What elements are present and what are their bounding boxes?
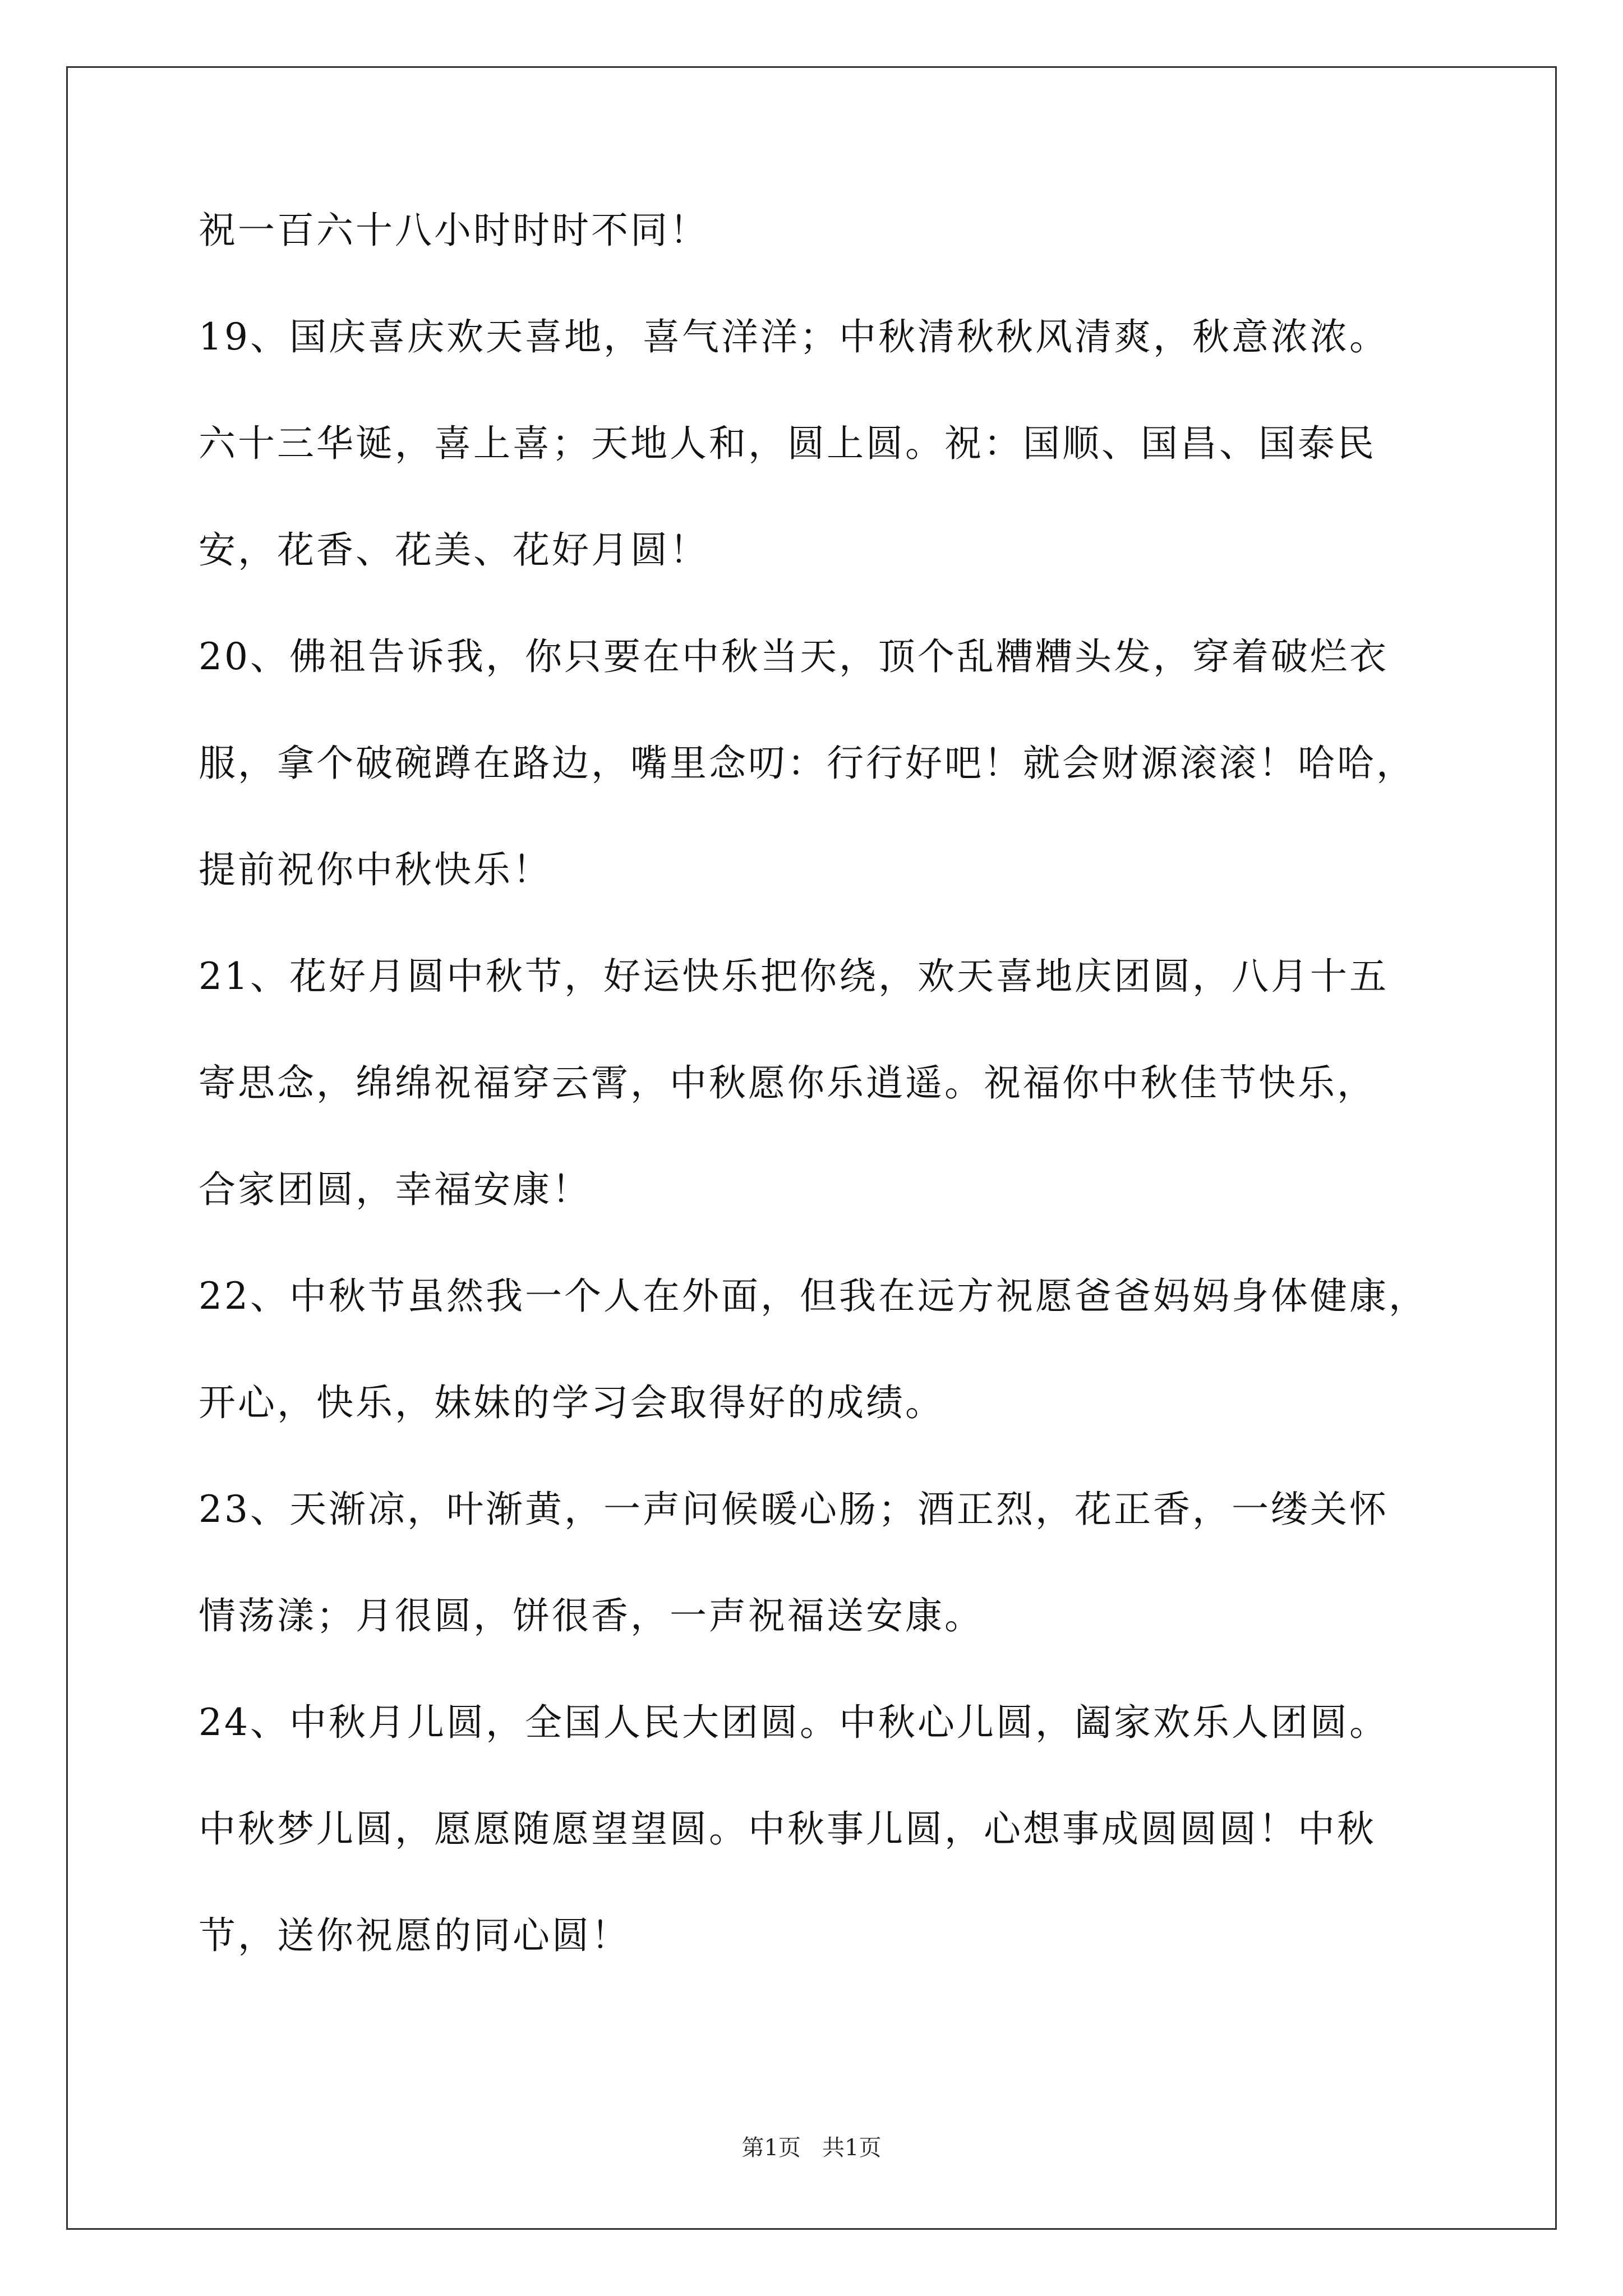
text-line: 安，花香、花美、花好月圆！ [199,528,709,572]
text-line: 开心，快乐，妹妹的学习会取得好的成绩。 [199,1381,944,1424]
text-line: 祝一百六十八小时时时不同！ [199,209,709,252]
text-line: 中秋梦儿圆，愿愿随愿望望圆。中秋事儿圆，心想事成圆圆圆！中秋 [199,1807,1376,1851]
text-line: 节，送你祝愿的同心圆！ [199,1914,630,1957]
text-line: 六十三华诞，喜上喜；天地人和，圆上圆。祝：国顺、国昌、国泰民 [199,422,1376,465]
text-line: 21、花好月圆中秋节，好运快乐把你绕，欢天喜地庆团圆，八月十五 [199,955,1389,998]
text-line: 服，拿个破碗蹲在路边，嘴里念叨：行行好吧！就会财源滚滚！哈哈， [199,742,1415,785]
page-footer: 第1页 共1页 [741,2135,882,2161]
document-body [199,209,1466,2024]
text-line: 24、中秋月儿圆，全国人民大团圆。中秋心儿圆，阖家欢乐人团圆。 [199,1701,1389,1744]
text-line: 寄思念，绵绵祝福穿云霄，中秋愿你乐逍遥。祝福你中秋佳节快乐， [199,1061,1376,1105]
text-line: 19、国庆喜庆欢天喜地，喜气洋洋；中秋清秋秋风清爽，秋意浓浓。 [199,315,1389,358]
text-line: 22、中秋节虽然我一个人在外面，但我在远方祝愿爸爸妈妈身体健康， [199,1274,1428,1318]
text-line: 20、佛祖告诉我，你只要在中秋当天，顶个乱糟糟头发，穿着破烂衣 [199,635,1389,678]
text-line: 合家团圆，幸福安康！ [199,1168,591,1211]
text-line: 提前祝你中秋快乐！ [199,848,552,891]
text-line: 23、天渐凉，叶渐黄，一声问候暖心肠；酒正烈，花正香，一缕关怀 [199,1488,1389,1531]
text-line: 情荡漾；月很圆，饼很香，一声祝福送安康。 [199,1594,984,1637]
